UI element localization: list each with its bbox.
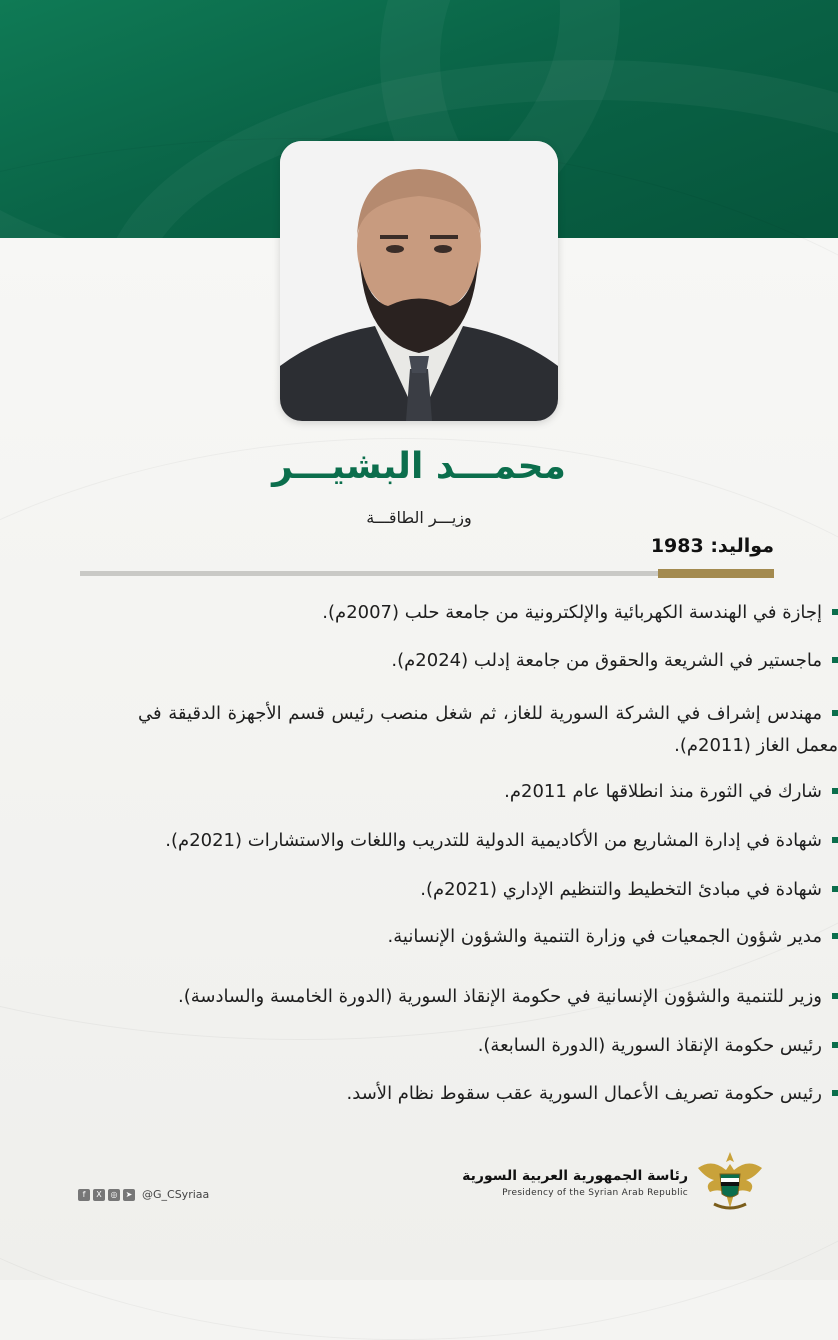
minister-name: محمـــد البشيـــر	[272, 446, 566, 487]
bio-item: رئيس حكومة الإنقاذ السورية (الدورة السابعة).	[138, 1030, 838, 1062]
x-icon[interactable]: X	[93, 1189, 105, 1201]
bio-item: إجازة في الهندسة الكهربائية والإلكترونية من جامعة حلب (2007م).	[138, 597, 838, 629]
org-name-english: Presidency of the Syrian Arab Republic	[502, 1188, 688, 1198]
presidency-label	[462, 1168, 688, 1198]
bio-item: شارك في الثورة منذ انطلاقها عام 2011م.	[138, 776, 838, 808]
bio-item: رئيس حكومة تصريف الأعمال السورية عقب سقوط نظام الأسد.	[138, 1078, 838, 1110]
section-divider	[80, 571, 658, 576]
portrait-photo	[280, 141, 558, 421]
social-links	[78, 1188, 209, 1201]
bullet-icon	[832, 1090, 838, 1096]
bullet-icon	[832, 837, 838, 843]
bullet-icon	[832, 609, 838, 615]
org-name-arabic: رئاسة الجمهورية العربية السورية	[462, 1168, 688, 1184]
telegram-icon[interactable]: ➤	[123, 1189, 135, 1201]
bullet-icon	[832, 933, 838, 939]
birth-year: مواليد: 1983	[650, 535, 774, 557]
bullet-icon	[832, 993, 838, 999]
bullet-icon	[832, 657, 838, 663]
instagram-icon[interactable]: ◎	[108, 1189, 120, 1201]
bio-item: شهادة في إدارة المشاريع من الأكاديمية الدولية للتدريب واللغات والاستشارات (2021م).	[138, 825, 838, 857]
minister-role: وزيـــر الطاقـــة	[366, 508, 472, 527]
bio-item: مهندس إشراف في الشركة السورية للغاز، ثم شغل منصب رئيس قسم الأجهزة الدقيقة في معمل الغاز (2011م).	[138, 703, 838, 756]
bio-item: مدير شؤون الجمعيات في وزارة التنمية والشؤون الإنسانية.	[138, 921, 838, 953]
facebook-icon[interactable]: f	[78, 1189, 90, 1201]
bullet-icon	[832, 886, 838, 892]
bio-item: ماجستير في الشريعة والحقوق من جامعة إدلب (2024م).	[138, 645, 838, 677]
eagle-emblem-icon	[694, 1148, 766, 1214]
social-handle[interactable]: @G_CSyriaa	[142, 1188, 210, 1201]
bio-item: شهادة في مبادئ التخطيط والتنظيم الإداري (2021م).	[138, 874, 838, 906]
bullet-icon	[832, 788, 838, 794]
bullet-icon	[832, 1042, 838, 1048]
bullet-icon	[832, 710, 838, 716]
section-divider-accent	[658, 569, 774, 578]
bio-item: وزير للتنمية والشؤون الإنسانية في حكومة الإنقاذ السورية (الدورة الخامسة والسادسة).	[138, 981, 838, 1013]
